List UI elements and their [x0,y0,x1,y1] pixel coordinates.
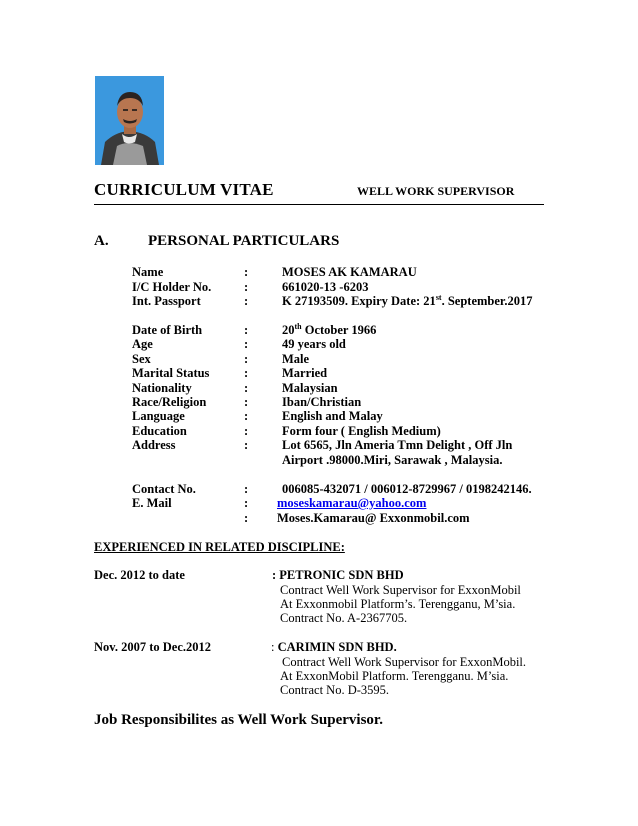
dob-prefix: 20 [282,323,295,337]
colon: : [244,352,249,366]
colon: : [244,482,249,496]
email-link-text[interactable]: moseskamarau@yahoo.com [277,496,427,510]
colon: : [244,395,249,409]
sex-value: Male [282,352,310,366]
colon: : [244,409,249,423]
age-value: 49 years old [282,337,346,351]
contact-label: Contact No. [132,482,196,496]
dob-value [282,323,376,338]
colon: : [271,640,275,654]
passport-prefix: K 27193509. Expiry Date: 21 [282,294,436,308]
language-label: Language [132,409,185,423]
section-title: PERSONAL PARTICULARS [148,233,340,249]
nationality-label: Nationality [132,381,192,395]
portrait-image [95,76,164,165]
job-detail: Contract No. D-3595. [280,683,390,697]
age-label: Age [132,337,153,351]
colon: : [244,323,249,337]
job-detail: Contract Well Work Supervisor for ExxonMobil. [282,655,527,669]
colon: : [244,424,249,438]
colon: : [244,438,249,452]
position-title: WELL WORK SUPERVISOR [357,184,515,198]
race-value: Iban/Christian [282,395,362,409]
ic-value: 661020-13 -6203 [282,280,369,294]
contact-value: 006085-432071 / 006012-8729967 / 0198242146. [282,482,532,496]
document-title: CURRICULUM VITAE [94,180,274,199]
job-company [272,568,404,583]
email-value-2: Moses.Kamarau@ Exxonmobil.com [277,511,470,525]
dob-suffix: October 1966 [301,323,377,337]
title-divider [94,204,544,205]
email-link[interactable] [277,496,426,511]
job-period: Dec. 2012 to date [94,568,185,582]
race-label: Race/Religion [132,395,207,409]
address-label: Address [132,438,176,452]
dob-sup: th [294,321,302,331]
passport-sup: st [435,292,442,302]
education-value: Form four ( English Medium) [282,424,441,438]
address-line-2: Airport .98000.Miri, Sarawak , Malaysia. [282,453,503,467]
language-value: English and Malay [282,409,383,423]
marital-label: Marital Status [132,366,210,380]
dob-label: Date of Birth [132,323,203,337]
job-detail: At Exxonmobil Platform’s. Terengganu, M’sia. [280,597,516,611]
name-label: Name [132,265,164,279]
job-responsibilities-heading: Job Responsibilites as Well Work Supervisor. [94,712,383,728]
colon: : [244,366,249,380]
passport-value [282,294,532,309]
colon: : [244,337,249,351]
ic-label: I/C Holder No. [132,280,212,294]
job-period: Nov. 2007 to Dec.2012 [94,640,211,654]
address-line-1: Lot 6565, Jln Ameria Tmn Delight , Off Jln [282,438,513,452]
education-label: Education [132,424,187,438]
colon: : [244,265,249,279]
passport-suffix: . September.2017 [441,294,533,308]
colon: : [244,280,249,294]
job-detail: At ExxonMobil Platform. Terengganu. M’sia. [280,669,509,683]
name-value: MOSES AK KAMARAU [282,265,417,279]
colon: : [272,568,277,582]
job-company [271,640,397,655]
sex-label: Sex [132,352,151,366]
experience-heading: EXPERIENCED IN RELATED DISCIPLINE: [94,540,345,554]
colon: : [244,381,249,395]
profile-photo [95,76,164,165]
passport-label: Int. Passport [132,294,201,308]
colon: : [244,496,249,510]
marital-value: Married [282,366,328,380]
company-name: PETRONIC SDN BHD [279,568,404,582]
nationality-value: Malaysian [282,381,338,395]
colon: : [244,511,249,525]
colon: : [244,294,249,308]
company-name: CARIMIN SDN BHD. [277,640,397,654]
job-detail: Contract No. A-2367705. [280,611,408,625]
job-detail: Contract Well Work Supervisor for ExxonMobil [280,583,521,597]
email-label: E. Mail [132,496,172,510]
section-letter: A. [94,233,109,249]
